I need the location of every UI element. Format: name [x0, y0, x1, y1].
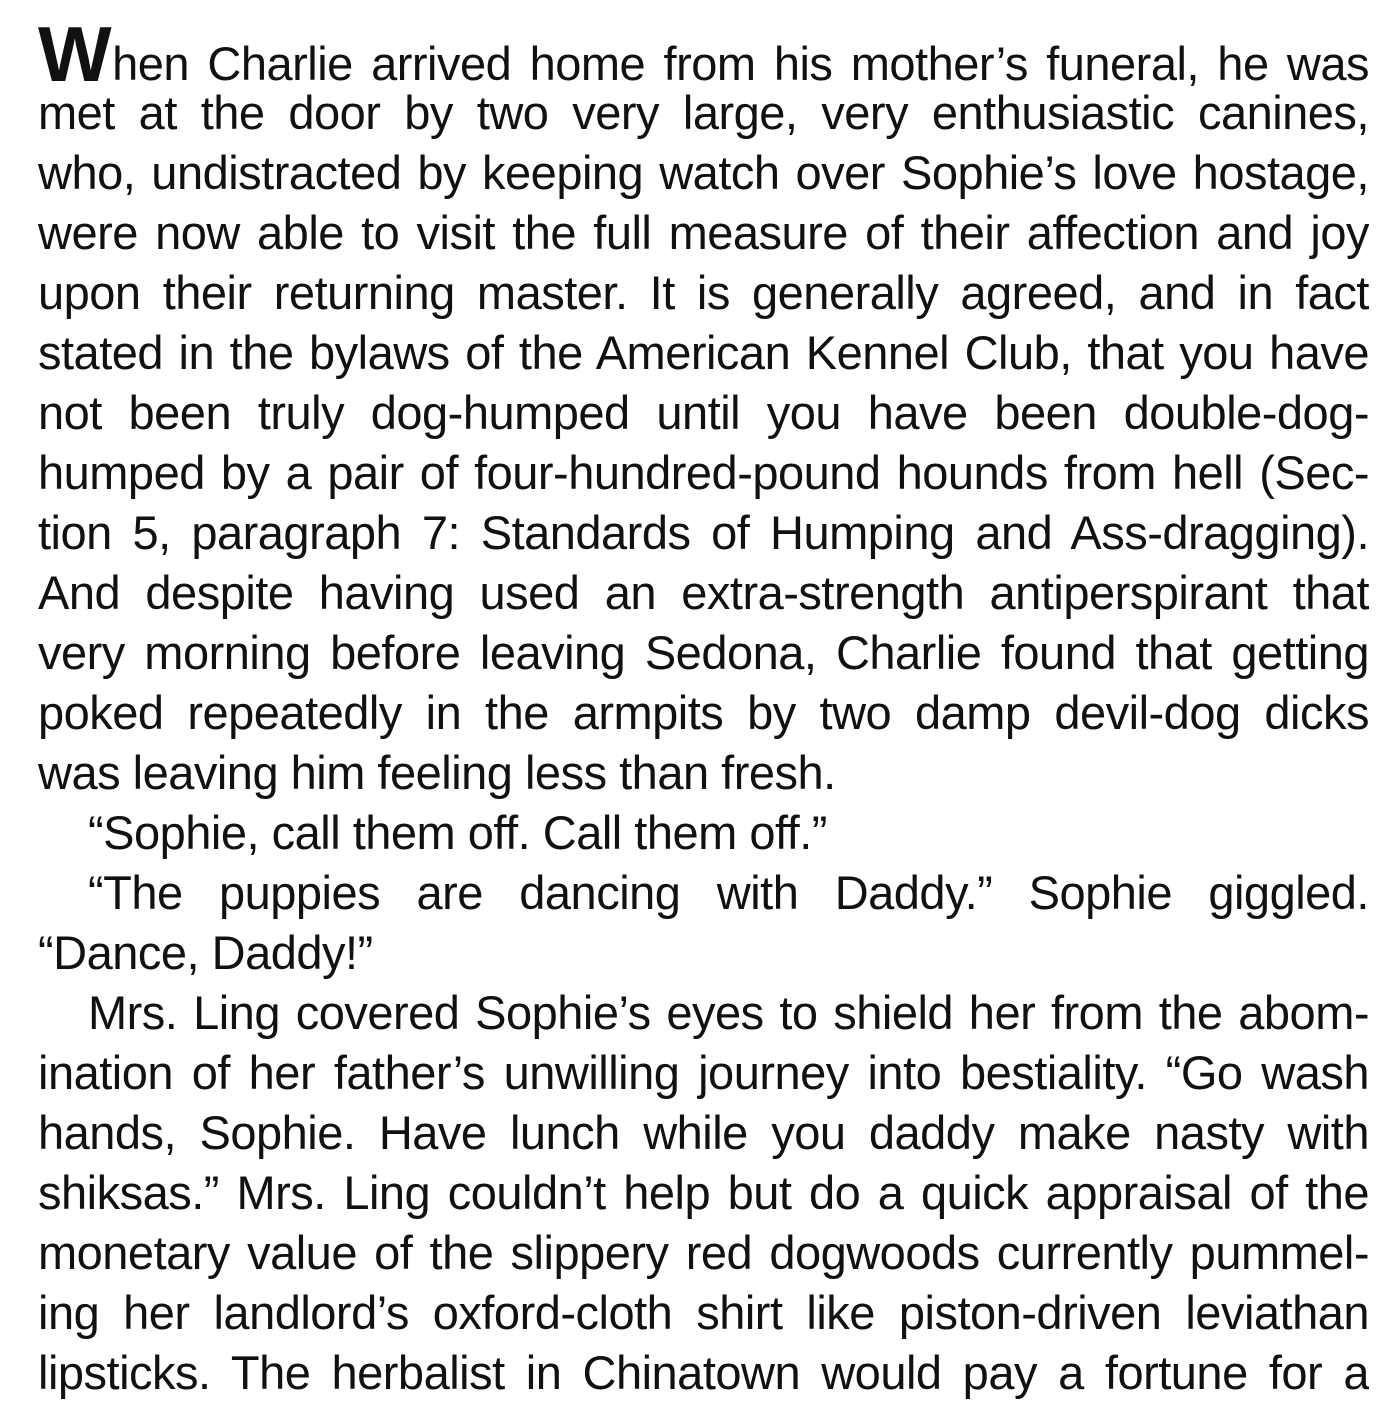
text-line: “Dance, Daddy!”	[38, 926, 373, 979]
text-line: Mrs. Ling covered Sophie’s eyes to shield her from the abom-	[88, 986, 1369, 1039]
text-line: very morning before leaving Sedona, Charlie found that getting	[38, 626, 1369, 679]
text-line: was leaving him feeling less than fresh.	[38, 746, 836, 799]
text-line: met at the door by two very large, very enthusiastic canines,	[38, 86, 1369, 139]
book-page	[38, 0, 1369, 1407]
text-line: hands, Sophie. Have lunch while you daddy make nasty with	[38, 1106, 1369, 1159]
text-line: monetary value of the slippery red dogwoods currently pummel-	[38, 1226, 1369, 1279]
text-line: poked repeatedly in the armpits by two damp devil-dog dicks	[38, 686, 1369, 739]
text-line: “Sophie, call them off. Call them off.”	[88, 806, 827, 859]
text-line: stated in the bylaws of the American Kennel Club, that you have	[38, 326, 1369, 379]
text-line: lipsticks. The herbalist in Chinatown would pay a fortune for a	[38, 1346, 1369, 1399]
text-line: “The puppies are dancing with Daddy.” Sophie giggled.	[88, 866, 1369, 919]
text-line: shiksas.” Mrs. Ling couldn’t help but do a quick appraisal of the	[38, 1166, 1369, 1219]
drop-cap: W	[38, 10, 112, 98]
text-line: humped by a pair of four-hundred-pound hounds from hell (Sec-	[38, 446, 1369, 499]
text-line: upon their returning master. It is generally agreed, and in fact	[38, 266, 1369, 319]
text-line: And despite having used an extra-strength antiperspirant that	[38, 566, 1369, 619]
text-line: When Charlie arrived home from his mother’s funeral, he was	[38, 10, 1369, 98]
text-line: ination of her father’s unwilling journey into bestiality. “Go wash	[38, 1046, 1369, 1099]
text-line: ing her landlord’s oxford-cloth shirt like piston-driven leviathan	[38, 1286, 1369, 1339]
text-line: tion 5, paragraph 7: Standards of Humping and Ass-dragging).	[38, 506, 1369, 559]
text-line: were now able to visit the full measure of their affection and joy	[38, 206, 1369, 259]
text-line: who, undistracted by keeping watch over Sophie’s love hostage,	[38, 146, 1369, 199]
text-line: not been truly dog-humped until you have been double-dog-	[38, 386, 1369, 439]
